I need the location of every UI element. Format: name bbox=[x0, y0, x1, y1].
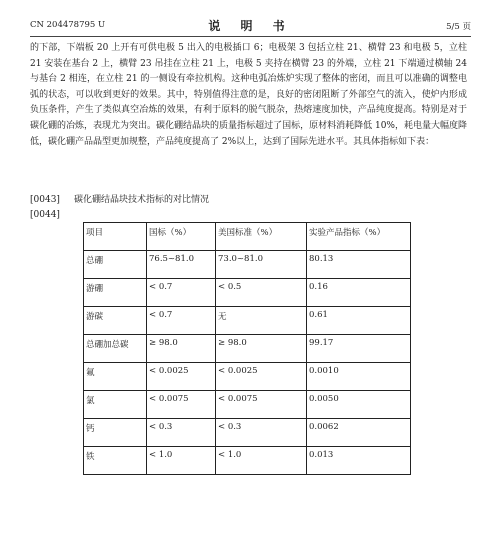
table-header-cell: 实验产品指标（%） bbox=[307, 223, 411, 251]
table-cell: < 0.0025 bbox=[216, 363, 307, 391]
table-cell: 总硼 bbox=[84, 251, 147, 279]
table-header-cell: 国标（%） bbox=[147, 223, 216, 251]
table-header-row bbox=[84, 223, 411, 251]
table-row bbox=[84, 307, 411, 335]
table-caption: 碳化硼结晶块技术指标的对比情况 bbox=[74, 195, 210, 205]
table-cell: < 1.0 bbox=[216, 447, 307, 475]
paragraph-number: [0044] bbox=[30, 210, 60, 220]
page-number: 5/5 页 bbox=[446, 22, 471, 32]
table-row bbox=[84, 447, 411, 475]
paragraph-0044 bbox=[30, 209, 74, 221]
table-row bbox=[84, 335, 411, 363]
table-cell: < 0.7 bbox=[147, 279, 216, 307]
table-cell: 0.16 bbox=[307, 279, 411, 307]
table-row bbox=[84, 419, 411, 447]
table-cell: 0.0010 bbox=[307, 363, 411, 391]
table-cell: 76.5~81.0 bbox=[147, 251, 216, 279]
document-title: 说 明 书 bbox=[208, 19, 293, 33]
table-cell: ≥ 98.0 bbox=[147, 335, 216, 363]
table-cell: 80.13 bbox=[307, 251, 411, 279]
page-header bbox=[30, 16, 471, 37]
table-cell: ≥ 98.0 bbox=[216, 335, 307, 363]
table-cell: < 0.0075 bbox=[216, 391, 307, 419]
table-cell: < 0.5 bbox=[216, 279, 307, 307]
table-cell: < 0.7 bbox=[147, 307, 216, 335]
table-header-cell: 美国标准（%） bbox=[216, 223, 307, 251]
table-cell: 0.0062 bbox=[307, 419, 411, 447]
patent-number: CN 204478795 U bbox=[30, 20, 106, 30]
specs-table bbox=[83, 222, 411, 475]
paragraph-number: [0043] bbox=[30, 195, 60, 205]
table-cell: 游碳 bbox=[84, 307, 147, 335]
table-cell: < 1.0 bbox=[147, 447, 216, 475]
table-row bbox=[84, 279, 411, 307]
body-paragraph: 的下部，下端板 20 上开有可供电极 5 出入的电极插口 6；电极架 3 包括立柱 21、横臂 23 和电极 5，立柱 21 安装在基台 2 上，横臂 23 吊挂在立柱 21 上，电极 5 夹持在横臂 23 的外端，立柱 21 下端通过横轴 24 与基台 2 相连，在立柱 21 的一侧设有牵拉机构。这种电弧冶炼炉实现了整体的密闭，而且可以准确的调整电弧的状态，可以收到更好的效果。其中，特别值得注意的是，良好的密闭阻断了外部空气的流入，使炉内形成负压条件，产生了类似真空冶炼的效果，有利于原料的脱气脱杂，热熔速度加快，产品纯度提高。特别是对于碳化硼的冶炼，表现尤为突出。碳化硼结晶块的质量指标超过了国标，原材料消耗降低 10%，耗电量大幅度降低，碳化硼产品晶型更加规整，产品纯度提高了 2%以上，达到了国际先进水平。其具体指标如下表： bbox=[30, 43, 467, 147]
table-cell: < 0.3 bbox=[216, 419, 307, 447]
table-cell: 99.17 bbox=[307, 335, 411, 363]
table-cell: 0.61 bbox=[307, 307, 411, 335]
table-cell: 73.0~81.0 bbox=[216, 251, 307, 279]
table-cell: < 0.0025 bbox=[147, 363, 216, 391]
table-header-cell: 项目 bbox=[84, 223, 147, 251]
table-cell: 无 bbox=[216, 307, 307, 335]
table-cell: 钙 bbox=[84, 419, 147, 447]
table-cell: 总硼加总碳 bbox=[84, 335, 147, 363]
table-row bbox=[84, 251, 411, 279]
table-cell: 游硼 bbox=[84, 279, 147, 307]
table-row bbox=[84, 363, 411, 391]
table-cell: 氯 bbox=[84, 391, 147, 419]
table-cell: 0.013 bbox=[307, 447, 411, 475]
table-row bbox=[84, 391, 411, 419]
table-cell: < 0.3 bbox=[147, 419, 216, 447]
table-cell: 氟 bbox=[84, 363, 147, 391]
paragraph-0043 bbox=[30, 194, 209, 206]
table-cell: 0.0050 bbox=[307, 391, 411, 419]
table-cell: < 0.0075 bbox=[147, 391, 216, 419]
table-cell: 铁 bbox=[84, 447, 147, 475]
